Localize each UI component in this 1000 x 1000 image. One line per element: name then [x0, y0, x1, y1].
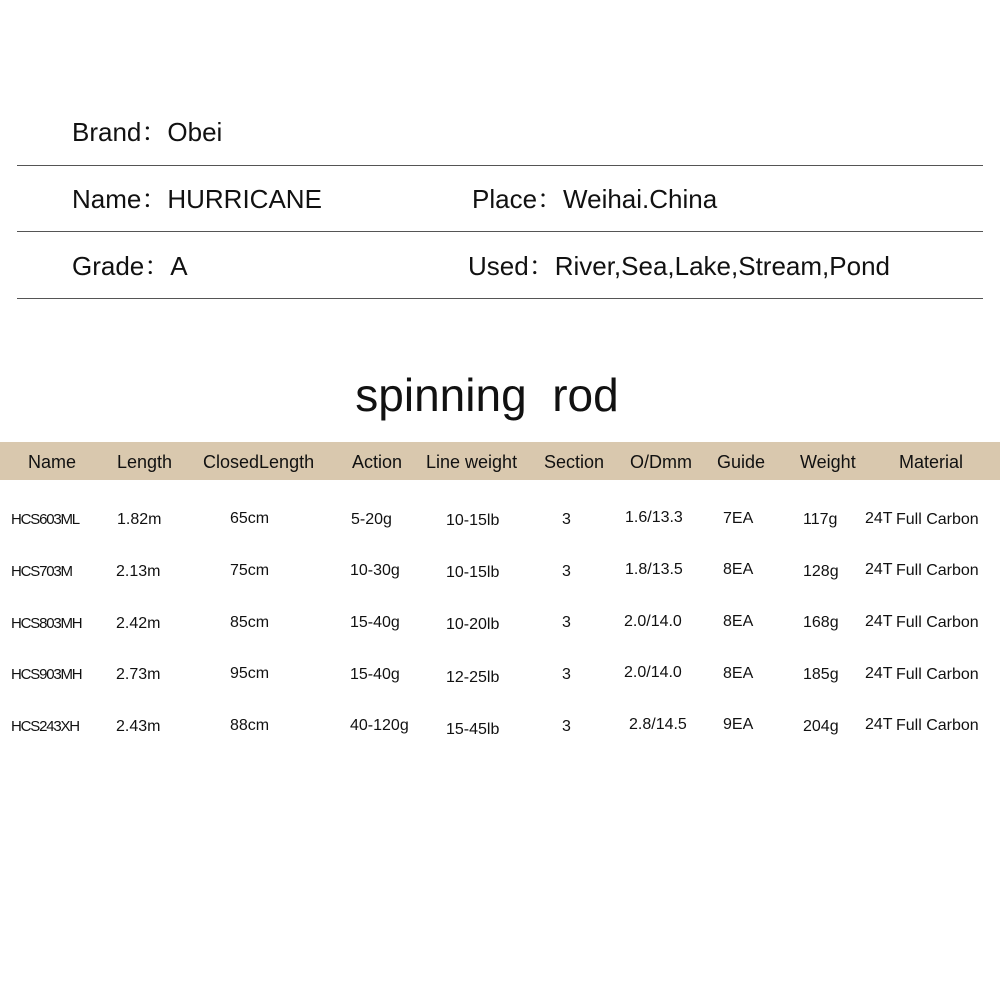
cell-section: 3: [562, 666, 571, 683]
cell-line-weight: 10-15lb: [446, 564, 500, 581]
used-text: Used：River,Sea,Lake,Stream,Pond: [468, 251, 890, 281]
cell-section: 3: [562, 563, 571, 580]
product-name-text: Name：HURRICANE: [72, 184, 322, 214]
cell-material: Full Carbon: [896, 614, 979, 631]
divider-1: [17, 165, 983, 166]
divider-2: [17, 231, 983, 232]
header-odmm: O/Dmm: [630, 452, 692, 472]
header-section: Section: [544, 452, 605, 472]
cell-weight: 168g: [803, 614, 839, 631]
cell-closed-length: 75cm: [230, 562, 270, 579]
cell-length: 2.73m: [116, 666, 161, 683]
cell-closed-length: 85cm: [230, 614, 270, 631]
cell-section: 3: [562, 511, 571, 528]
place-text: Place：Weihai.China: [472, 184, 718, 214]
cell-section: 3: [562, 718, 571, 735]
cell-carbon-grade: 24T: [865, 665, 893, 682]
cell-odmm: 1.8/13.5: [625, 561, 683, 578]
header-length: Length: [117, 452, 173, 472]
cell-closed-length: 95cm: [230, 665, 270, 682]
header-material: Material: [899, 452, 964, 472]
cell-action: 15-40g: [350, 666, 400, 683]
cell-length: 2.43m: [116, 718, 161, 735]
cell-name: HCS703M: [11, 563, 72, 580]
grade-text: Grade：A: [72, 251, 188, 281]
cell-guide: 7EA: [723, 510, 754, 527]
cell-name: HCS603ML: [11, 511, 79, 528]
cell-line-weight: 10-20lb: [446, 616, 500, 633]
cell-odmm: 1.6/13.3: [625, 509, 683, 526]
cell-carbon-grade: 24T: [865, 613, 893, 630]
cell-carbon-grade: 24T: [865, 561, 893, 578]
cell-length: 2.42m: [116, 615, 161, 632]
cell-weight: 117g: [803, 511, 838, 528]
header-name: Name: [28, 452, 77, 472]
cell-material: Full Carbon: [896, 717, 979, 734]
header-weight: Weight: [800, 452, 856, 472]
cell-material: Full Carbon: [896, 562, 979, 579]
cell-weight: 185g: [803, 666, 839, 683]
cell-section: 3: [562, 614, 571, 631]
brand-text: Brand：Obei: [72, 117, 223, 147]
cell-weight: 204g: [803, 718, 839, 735]
cell-line-weight: 15-45lb: [446, 721, 500, 738]
cell-length: 1.82m: [117, 511, 162, 528]
divider-3: [17, 298, 983, 299]
cell-weight: 128g: [803, 563, 839, 580]
section-title: [0, 369, 1000, 421]
cell-material: Full Carbon: [896, 511, 979, 528]
header-closed-length: ClosedLength: [203, 452, 315, 472]
header-guide: Guide: [717, 452, 766, 472]
cell-length: 2.13m: [116, 563, 161, 580]
cell-odmm: 2.0/14.0: [624, 613, 682, 630]
cell-odmm: 2.0/14.0: [624, 664, 682, 681]
cell-name: HCS903MH: [11, 666, 82, 683]
cell-line-weight: 10-15lb: [446, 512, 500, 529]
cell-action: 15-40g: [350, 614, 400, 631]
cell-guide: 9EA: [723, 716, 754, 733]
section-title-text: spinning rod: [355, 369, 619, 421]
cell-carbon-grade: 24T: [865, 716, 893, 733]
cell-action: 5-20g: [351, 511, 392, 528]
cell-carbon-grade: 24T: [865, 510, 893, 527]
cell-guide: 8EA: [723, 665, 754, 682]
cell-guide: 8EA: [723, 561, 754, 578]
cell-material: Full Carbon: [896, 666, 979, 683]
cell-name: HCS803MH: [11, 615, 82, 632]
cell-line-weight: 12-25lb: [446, 669, 500, 686]
header-action: Action: [352, 452, 403, 472]
cell-guide: 8EA: [723, 613, 754, 630]
header-line-weight: Line weight: [426, 452, 518, 472]
cell-closed-length: 65cm: [230, 510, 270, 527]
cell-closed-length: 88cm: [230, 717, 270, 734]
cell-name: HCS243XH: [11, 718, 79, 735]
cell-odmm: 2.8/14.5: [629, 716, 687, 733]
cell-action: 40-120g: [350, 717, 409, 734]
cell-action: 10-30g: [350, 562, 400, 579]
